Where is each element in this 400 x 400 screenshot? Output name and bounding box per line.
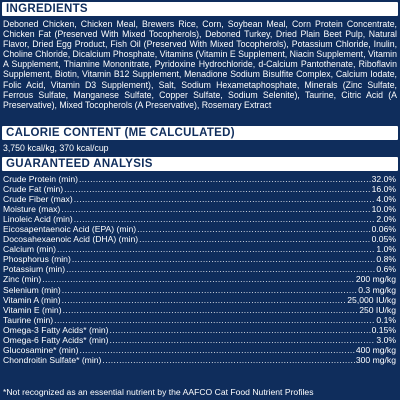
calorie-content-value: 3,750 kcal/kg, 370 kcal/cup <box>3 143 109 153</box>
analysis-row-value: 25,000 IU/kg <box>347 294 396 305</box>
analysis-row <box>3 174 396 184</box>
analysis-row-value: 0.06% <box>371 224 396 235</box>
analysis-row <box>3 184 396 194</box>
analysis-row-value: 2.0% <box>376 214 396 225</box>
dot-leader <box>110 335 376 345</box>
analysis-row-value: 0.1% <box>376 314 396 325</box>
analysis-row-label: Crude Fat (min) <box>3 184 64 195</box>
analysis-row-label: Taurine (min) <box>3 314 54 325</box>
analysis-row-label: Omega-3 Fatty Acids* (min) <box>3 324 109 335</box>
guaranteed-analysis-heading: GUARANTEED ANALYSIS <box>2 157 398 171</box>
analysis-row-value: 400 mg/kg <box>355 344 396 355</box>
analysis-row-value: 0.8% <box>376 254 396 265</box>
analysis-row-label: Crude Fiber (max) <box>3 194 73 205</box>
dot-leader <box>74 194 376 204</box>
analysis-row-value: 0.6% <box>376 264 396 275</box>
analysis-row <box>3 234 396 244</box>
dot-leader <box>62 295 347 305</box>
dot-leader <box>61 204 370 214</box>
analysis-row-label: Linoleic Acid (min) <box>3 214 73 225</box>
dot-leader <box>79 174 371 184</box>
analysis-row-label: Potassium (min) <box>3 264 66 275</box>
analysis-row <box>3 355 396 365</box>
analysis-row-value: 200 mg/kg <box>355 274 396 285</box>
analysis-row-value: 10.0% <box>371 204 396 215</box>
dot-leader <box>79 345 354 355</box>
dot-leader <box>102 355 354 365</box>
analysis-row-value: 0.05% <box>371 234 396 245</box>
analysis-row-label: Phosphorus (min) <box>3 254 71 265</box>
analysis-row-label: Chondroitin Sulfate* (min) <box>3 354 102 365</box>
analysis-row-value: 16.0% <box>371 184 396 195</box>
ingredients-heading: INGREDIENTS <box>2 2 398 16</box>
dot-leader <box>66 264 375 274</box>
analysis-row-value: 4.0% <box>376 194 396 205</box>
analysis-row-label: Glucosamine* (min) <box>3 344 79 355</box>
dot-leader <box>72 254 376 264</box>
dot-leader <box>62 285 357 295</box>
analysis-row-label: Zinc (min) <box>3 274 42 285</box>
analysis-row-label: Selenium (min) <box>3 284 61 295</box>
analysis-row-label: Calcium (min) <box>3 244 56 255</box>
dot-leader <box>64 184 370 194</box>
analysis-row-value: 3.0% <box>376 334 396 345</box>
analysis-row-label: Crude Protein (min) <box>3 174 78 184</box>
analysis-row <box>3 204 396 214</box>
analysis-row-value: 250 IU/kg <box>359 304 396 315</box>
analysis-row <box>3 254 396 264</box>
analysis-row <box>3 315 396 325</box>
analysis-row <box>3 224 396 234</box>
analysis-row-value: 1.0% <box>376 244 396 255</box>
dot-leader <box>57 244 375 254</box>
aafco-footnote: *Not recognized as an essential nutrient by the AAFCO Cat Food Nutrient Profiles <box>3 387 314 397</box>
analysis-row-value: 32.0% <box>371 174 396 184</box>
dot-leader <box>63 305 359 315</box>
dot-leader <box>110 325 371 335</box>
calorie-content-heading: CALORIE CONTENT (ME CALCULATED) <box>2 126 398 140</box>
analysis-row-value: 0.15% <box>371 324 396 335</box>
analysis-row-label: Vitamin E (min) <box>3 304 62 315</box>
analysis-row <box>3 264 396 274</box>
analysis-row <box>3 345 396 355</box>
dot-leader <box>74 214 376 224</box>
analysis-row-label: Docosahexaenoic Acid (DHA) (min) <box>3 234 139 245</box>
guaranteed-analysis-table <box>3 174 396 365</box>
analysis-row <box>3 244 396 254</box>
analysis-row <box>3 285 396 295</box>
dot-leader <box>54 315 375 325</box>
analysis-row <box>3 274 396 284</box>
analysis-row-label: Vitamin A (min) <box>3 294 61 305</box>
analysis-row <box>3 325 396 335</box>
dot-leader <box>137 224 371 234</box>
analysis-row <box>3 305 396 315</box>
dot-leader <box>139 234 370 244</box>
analysis-row-value: 0.3 mg/kg <box>358 284 396 295</box>
analysis-row-value: 300 mg/kg <box>355 354 396 365</box>
analysis-row <box>3 194 396 204</box>
analysis-row-label: Omega-6 Fatty Acids* (min) <box>3 334 109 345</box>
ingredients-list: Deboned Chicken, Chicken Meal, Brewers Rice, Corn, Soybean Meal, Corn Protein Concentrate, Chicken Fat (Preserved With Mixed Tocopherols), Deboned Turkey, Dried Plain Beet Pulp, Natural Flavor, Dried Egg Product, Fish Oil (Preserved With Mixed Tocopherols), Potassium Chloride, Inulin, Choline Chloride, Dicalcium Phosphate, Vitamins (Vitamin E Supplement, Niacin Supplement, Vitamin A Supplement, Thiamine Mononitrate, Pyridoxine Hydrochloride, d-Calcium Pantothenate, Riboflavin Supplement, Biotin, Vitamin B12 Supplement, Menadione Sodium Bisulfite Complex, Calcium Iodate, Folic Acid, Vitamin D3 Supplement), Salt, Sodium Hexametaphosphate, Minerals (Zinc Sulfate, Ferrous Sulfate, Manganese Sulfate, Copper Sulfate, Sodium Selenite), Taurine, Citric Acid (A Preservative), Mixed Tocopherols (A Preservative), Rosemary Extract <box>3 19 397 110</box>
analysis-row-label: Moisture (max) <box>3 204 61 215</box>
analysis-row <box>3 295 396 305</box>
analysis-row-label: Eicosapentaenoic Acid (EPA) (min) <box>3 224 137 235</box>
analysis-row <box>3 335 396 345</box>
analysis-row <box>3 214 396 224</box>
dot-leader <box>42 274 355 284</box>
